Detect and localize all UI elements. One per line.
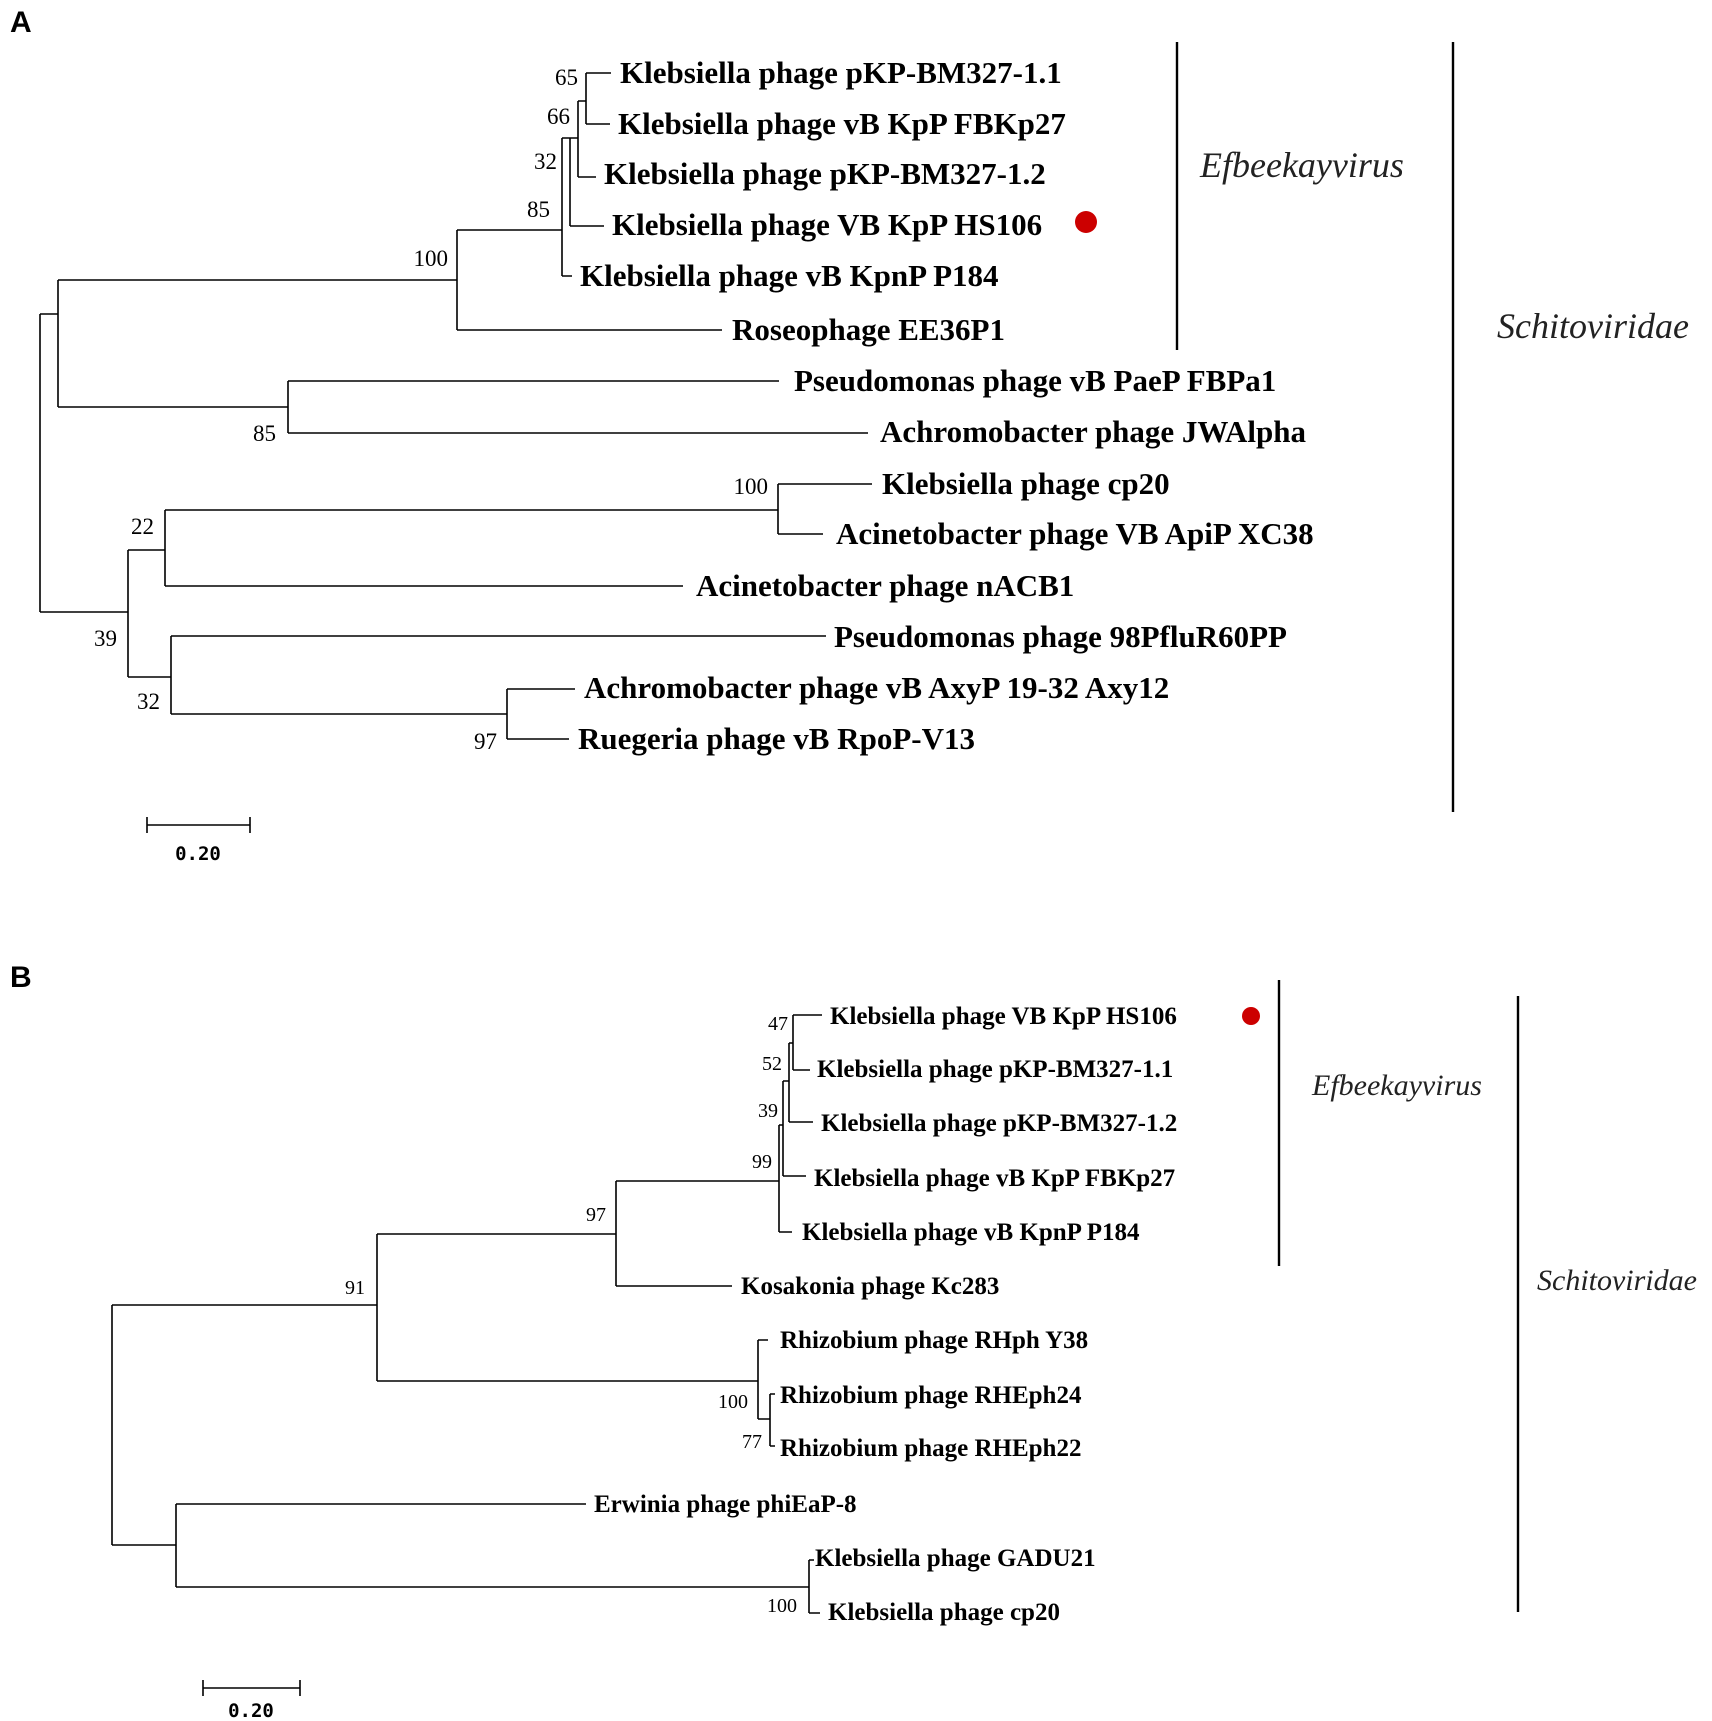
bootstrap-value: 97 bbox=[474, 729, 497, 754]
bootstrap-value: 47 bbox=[768, 1013, 788, 1035]
scale-bar-label: 0.20 bbox=[175, 843, 221, 865]
bootstrap-value: 100 bbox=[767, 1595, 797, 1617]
bootstrap-value: 65 bbox=[555, 65, 578, 90]
bootstrap-value: 97 bbox=[586, 1204, 606, 1226]
leaf-label: Klebsiella phage pKP-BM327-1.2 bbox=[821, 1110, 1178, 1137]
panel-a bbox=[10, 6, 1689, 865]
highlight-marker bbox=[1242, 1007, 1260, 1025]
leaf-label: Pseudomonas phage vB PaeP FBPa1 bbox=[794, 363, 1277, 398]
clade-label-family: Schitoviridae bbox=[1497, 306, 1689, 346]
scale-bar bbox=[203, 1680, 300, 1696]
leaf-label: Klebsiella phage vB KpP FBKp27 bbox=[618, 106, 1066, 141]
leaf-label: Achromobacter phage vB AxyP 19-32 Axy12 bbox=[584, 670, 1170, 705]
bootstrap-value: 99 bbox=[752, 1151, 772, 1173]
leaf-label: Rhizobium phage RHEph24 bbox=[780, 1382, 1082, 1409]
bootstrap-value: 32 bbox=[534, 149, 557, 174]
bootstrap-value: 91 bbox=[345, 1277, 365, 1299]
leaf-label: Achromobacter phage JWAlpha bbox=[880, 414, 1306, 449]
panel-b bbox=[10, 961, 1697, 1721]
panel-a-label: A bbox=[10, 6, 32, 39]
scale-bar bbox=[147, 817, 250, 833]
highlight-marker bbox=[1075, 211, 1097, 233]
leaf-label: Klebsiella phage pKP-BM327-1.1 bbox=[620, 55, 1062, 90]
bootstrap-value: 77 bbox=[742, 1431, 762, 1453]
leaf-label: Klebsiella phage pKP-BM327-1.2 bbox=[604, 156, 1046, 191]
panel-b-label: B bbox=[10, 961, 32, 994]
leaf-label: Klebsiella phage GADU21 bbox=[815, 1545, 1096, 1572]
leaf-label: Rhizobium phage RHEph22 bbox=[780, 1435, 1082, 1462]
bootstrap-value: 85 bbox=[253, 421, 276, 446]
leaf-label: Erwinia phage phiEaP-8 bbox=[594, 1491, 857, 1518]
leaf-label: Klebsiella phage VB KpP HS106 bbox=[612, 207, 1043, 242]
scale-bar-label: 0.20 bbox=[228, 1700, 274, 1721]
leaf-label: Klebsiella phage vB KpP FBKp27 bbox=[814, 1165, 1176, 1192]
bootstrap-value: 39 bbox=[94, 626, 117, 651]
leaf-label: Rhizobium phage RHph Y38 bbox=[780, 1327, 1089, 1354]
leaf-label: Klebsiella phage cp20 bbox=[882, 466, 1170, 501]
bootstrap-value: 85 bbox=[527, 197, 550, 222]
leaf-label: Acinetobacter phage VB ApiP XC38 bbox=[836, 516, 1314, 551]
clade-label-genus: Efbeekayvirus bbox=[1200, 145, 1404, 185]
bootstrap-value: 39 bbox=[758, 1100, 778, 1122]
leaf-label: Acinetobacter phage nACB1 bbox=[696, 568, 1075, 603]
leaf-label: Roseophage EE36P1 bbox=[732, 312, 1005, 347]
bootstrap-value: 66 bbox=[547, 104, 570, 129]
bootstrap-value: 52 bbox=[762, 1053, 782, 1075]
leaf-label: Pseudomonas phage 98PfluR60PP bbox=[834, 619, 1287, 654]
leaf-label: Klebsiella phage vB KpnP P184 bbox=[802, 1219, 1140, 1246]
bootstrap-value: 100 bbox=[733, 474, 768, 499]
panel-b-bootstrap bbox=[345, 1013, 797, 1617]
clade-label-family: Schitoviridae bbox=[1537, 1264, 1697, 1297]
bootstrap-value: 22 bbox=[131, 514, 154, 539]
leaf-label: Klebsiella phage VB KpP HS106 bbox=[830, 1003, 1177, 1030]
leaf-label: Klebsiella phage cp20 bbox=[828, 1599, 1060, 1626]
leaf-label: Klebsiella phage vB KpnP P184 bbox=[580, 258, 999, 293]
clade-label-genus: Efbeekayvirus bbox=[1312, 1069, 1482, 1102]
leaf-label: Kosakonia phage Kc283 bbox=[741, 1273, 1000, 1300]
bootstrap-value: 32 bbox=[137, 689, 160, 714]
panel-b-tree-branches bbox=[112, 1015, 822, 1613]
bootstrap-value: 100 bbox=[413, 246, 448, 271]
panel-b-leaves bbox=[594, 1003, 1177, 1626]
bootstrap-value: 100 bbox=[718, 1391, 748, 1413]
leaf-label: Ruegeria phage vB RpoP-V13 bbox=[578, 721, 975, 756]
leaf-label: Klebsiella phage pKP-BM327-1.1 bbox=[817, 1056, 1174, 1083]
